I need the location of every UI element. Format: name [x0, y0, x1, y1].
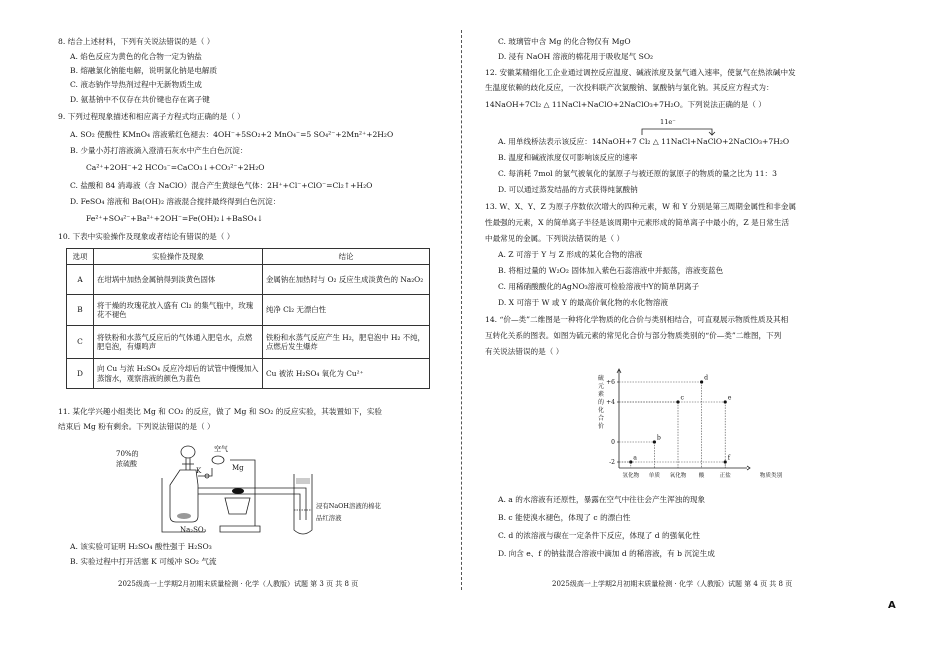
table-cell-conclusion: 铁粉和水蒸气反应产生 H₂，肥皂泡中 H₂ 不纯，点燃后发生爆炸 — [263, 326, 430, 359]
q14-option-d: D. 向含 e、f 的钠盐混合溶液中滴加 d 的稀溶液，有 b 沉淀生成 — [498, 549, 715, 558]
label-valve: K — [196, 467, 202, 475]
data-point-f — [724, 460, 727, 463]
q12-option-d: D. 可以通过蒸发结晶的方式获得纯氯酸钠 — [498, 185, 638, 194]
air-bulb — [212, 456, 224, 464]
y-tick-label: +6 — [606, 379, 615, 386]
y-axis-label-char: 的 — [598, 399, 605, 406]
label-solid: Na₂SO₃ — [180, 526, 207, 534]
glass-tube — [198, 488, 298, 494]
q13-stem-line2: 性最强的元素，X 的简单离子半径是该周期中元素形成的简单离子中最小的，Z 是日常生活 — [485, 218, 790, 227]
table-cell-option: A — [67, 265, 94, 295]
q9-option-b-equation: Ca²⁺+2OH⁻+2 HCO₃⁻=CaCO₃↓+CO₃²⁻+2H₂O — [86, 163, 265, 172]
table-cell-operation: 在坩埚中加热金属钠得到淡黄色固体 — [94, 265, 263, 295]
q12-option-a: A. 用单线桥法表示该反应：14NaOH+7 Cl₂ △ 11NaCl+NaClO+2NaClO₃+7H₂O — [498, 137, 790, 146]
table-header: 结论 — [263, 249, 430, 265]
table-cell-operation: 将铁粉和水蒸气反应后的气体通入肥皂水，点燃肥皂泡，有爆鸣声 — [94, 326, 263, 359]
table-row — [67, 359, 430, 389]
q11-apparatus-diagram — [110, 440, 381, 540]
table-row — [67, 295, 430, 326]
x-tick-label: 酸 — [698, 473, 705, 479]
data-point-e — [724, 400, 727, 403]
table-cell-conclusion: 纯净 Cl₂ 无漂白性 — [263, 295, 430, 326]
label-solution: 品红溶液 — [316, 514, 342, 522]
label-acid: 70%的 — [116, 450, 139, 458]
q11-option-c: C. 玻璃管中含 Mg 的化合物仅有 MgO — [498, 37, 631, 46]
table-cell-operation: 向 Cu 与浓 H₂SO₄ 反应冷却后的试管中慢慢加入蒸馏水，观察溶液的颜色为蓝色 — [94, 359, 263, 389]
table-cell-conclusion: Cu 被浓 H₂SO₄ 氧化为 Cu²⁺ — [263, 359, 430, 389]
funnel-bulb — [181, 446, 195, 458]
valence-class-chart — [595, 368, 795, 486]
q13-option-d: D. X 可溶于 W 或 Y 的最高价氧化物的水化物溶液 — [498, 298, 669, 307]
q14-stem-line1: 14. “价—类”二维图是一种将化学物质的化合价与类别相结合，可直观展示物质性质及其相 — [485, 315, 789, 324]
x-axis-label: 物质类别 — [759, 473, 783, 479]
q12-stem-line2: 生温度依赖的歧化反应，一次投料联产次氯酸钠、氯酸钠与氯化钠。其反应方程式为： — [485, 83, 774, 92]
q8-option-c: C. 液态钠作导热剂过程中无新物质生成 — [70, 80, 202, 89]
q9-option-b: B. 少量小苏打溶液滴入澄清石灰水中产生白色沉淀： — [70, 146, 248, 155]
q14-stem-line2: 互转化关系的图表。如图为硫元素的常见化合价与部分物质类别的“价—类”二维图，下列 — [485, 331, 782, 340]
outlet-tube — [298, 488, 306, 520]
page-divider — [461, 30, 462, 590]
label-acid-2: 浓硫酸 — [116, 460, 137, 468]
y-tick-label: +4 — [606, 399, 615, 406]
single-bridge-arrow-icon — [640, 126, 720, 136]
burner-icon — [225, 498, 250, 514]
q9-stem: 9. 下列过程现象描述和相应离子方程式均正确的是（ ） — [58, 112, 245, 121]
table-cell-option: C — [67, 326, 94, 359]
q8-stem: 8. 结合上述材料，下列有关说法错误的是（ ） — [58, 37, 215, 46]
y-tick-label: 0 — [611, 439, 615, 446]
y-axis-label-char: 价 — [598, 423, 605, 430]
x-tick-label: 氢化物 — [622, 473, 640, 479]
data-point-label: b — [656, 434, 661, 442]
q10-stem: 10. 下表中实验操作及现象或者结论有错误的是（ ） — [58, 232, 235, 241]
q10-table — [66, 248, 430, 389]
q14-option-b: B. c 能使溴水褪色，体现了 c 的漂白性 — [498, 513, 631, 522]
q8-option-a: A. 焰色反应为黄色的化合物一定为钠盐 — [70, 52, 202, 61]
x-axis-arrow-icon — [747, 466, 750, 470]
sodium-sulfite-solid — [177, 513, 191, 519]
q9-option-d: D. FeSO₄ 溶液和 Ba(OH)₂ 溶液混合搅拌最终得到白色沉淀： — [70, 197, 281, 206]
left-page — [0, 0, 470, 646]
table-row — [67, 326, 430, 359]
q11-option-a: A. 该实验可证明 H₂SO₄ 酸性强于 H₂SO₃ — [70, 542, 212, 551]
y-axis-label-char: 元 — [598, 383, 605, 390]
y-axis-label-char: 化 — [598, 407, 605, 414]
q13-option-a: A. Z 可溶于 Y 与 Z 形成的某化合物的溶液 — [498, 250, 643, 259]
table-cell-option: D — [67, 359, 94, 389]
q11-option-d: D. 浸有 NaOH 溶液的棉花用于吸收尾气 SO₂ — [498, 52, 654, 61]
table-cell-operation: 将干燥的玫瑰花放入盛有 Cl₂ 的集气瓶中，玫瑰花不褪色 — [94, 295, 263, 326]
q11-stem-line2: 结束后 Mg 粉有剩余。下列说法错误的是（ ） — [58, 422, 215, 431]
q12-equation: 14NaOH+7Cl₂ △ 11NaCl+NaClO+2NaClO₃+7H₂O。下列说法正确的是（ ） — [485, 100, 766, 109]
y-axis-label-char: 素 — [598, 391, 605, 398]
stand-base — [220, 526, 260, 532]
q8-option-b: B. 熔融氯化钠能电解，说明氯化钠是电解质 — [70, 66, 218, 75]
label-air: 空气 — [214, 445, 228, 453]
q13-option-c: C. 用稀硝酸酸化的AgNO₃溶液可检验溶液中Y的简单阴离子 — [498, 282, 700, 291]
mg-powder — [232, 488, 244, 494]
y-axis-label-char: 合 — [598, 415, 605, 422]
q9-option-c: C. 盐酸和 84 消毒液（含 NaClO）混合产生黄绿色气体：2H⁺+Cl⁻+ClO⁻=Cl₂↑+H₂O — [70, 181, 373, 190]
label-mg: Mg — [232, 464, 244, 472]
right-page-footer: 2025级高一上学期2月初期末质量检测 · 化学（人教版）试题 第 4 页 共 8 页 — [552, 580, 793, 588]
y-axis-label-char: 硫 — [598, 375, 605, 382]
cotton-plug — [296, 478, 310, 484]
corner-mark: A — [888, 600, 896, 611]
q11-stem-line1: 11. 某化学兴趣小组类比 Mg 和 CO₂ 的反应，做了 Mg 和 SO₂ 的反应实验，其装置如下，实验 — [58, 407, 383, 416]
label-cotton: 浸有NaOH溶液的棉花 — [316, 502, 381, 510]
q13-stem-line3: 中最常见的金属。下列说法错误的是（ ） — [485, 234, 625, 243]
q12-option-b: B. 温度和碱液浓度仅可影响该反应的速率 — [498, 153, 638, 162]
x-tick-label: 正盐 — [719, 473, 731, 479]
q9-option-d-equation: Fe²⁺+SO₄²⁻+Ba²⁺+2OH⁻=Fe(OH)₂↓+BaSO₄↓ — [86, 214, 264, 223]
table-row — [67, 265, 430, 295]
q8-option-d: D. 氨基钠中不仅存在共价键也存在离子键 — [70, 95, 210, 104]
data-point-label: d — [704, 374, 709, 382]
q12-stem-line1: 12. 安徽某精细化工企业通过调控反应温度、碱液浓度及氯气通入速率，使氯气在热浓碱中发 — [485, 68, 796, 77]
x-tick-label: 氧化物 — [669, 473, 687, 479]
left-page-footer: 2025级高一上学期2月初期末质量检测 · 化学（人教版）试题 第 3 页 共 8 页 — [118, 580, 359, 588]
table-cell-option: B — [67, 295, 94, 326]
q14-option-c: C. d 的浓溶液与碳在一定条件下反应，体现了 d 的强氧化性 — [498, 531, 700, 540]
q14-option-a: A. a 的水溶液有还原性，暴露在空气中往往会产生浑浊的现象 — [498, 495, 706, 504]
q11-option-b: B. 实验过程中打开活塞 K 可缓冲 SO₂ 气流 — [70, 557, 217, 566]
data-point-label: c — [680, 394, 684, 402]
data-point-label: a — [633, 454, 638, 462]
table-header-row — [67, 249, 430, 265]
q12-electron-label: 11e⁻ — [660, 118, 676, 126]
data-point-label: f — [727, 454, 730, 462]
q13-option-b: B. 将相过量的 W₂O₂ 固体加入紫色石蕊溶液中并振荡，溶液变蓝色 — [498, 266, 724, 275]
y-tick-label: -2 — [609, 459, 615, 466]
flask-holder — [162, 478, 205, 532]
q9-option-a: A. SO₂ 使酸性 KMnO₄ 溶液紫红色褪去：4OH⁻+5SO₂+2 MnO₄⁻=5 SO₄²⁻+2Mn²⁺+2H₂O — [70, 130, 394, 139]
table-header: 选项 — [67, 249, 94, 265]
data-point-b — [653, 440, 656, 443]
data-point-d — [700, 380, 703, 383]
data-point-label: e — [727, 394, 732, 402]
q13-stem-line1: 13. W、X、Y、Z 为原子序数依次增大的四种元素，W 和 Y 分别是第三周期金属性和非金属 — [485, 202, 797, 211]
q14-stem-line3: 有关说法错误的是（ ） — [485, 347, 564, 356]
table-cell-conclusion: 金属钠在加热时与 O₂ 反应生成淡黄色的 Na₂O₂ — [263, 265, 430, 295]
q12-option-c: C. 每消耗 7mol 的氯气被氧化的氯原子与被还原的氯原子的物质的量之比为 11：3 — [498, 169, 777, 178]
table-header: 实验操作及现象 — [94, 249, 263, 265]
x-tick-label: 单质 — [648, 473, 661, 479]
